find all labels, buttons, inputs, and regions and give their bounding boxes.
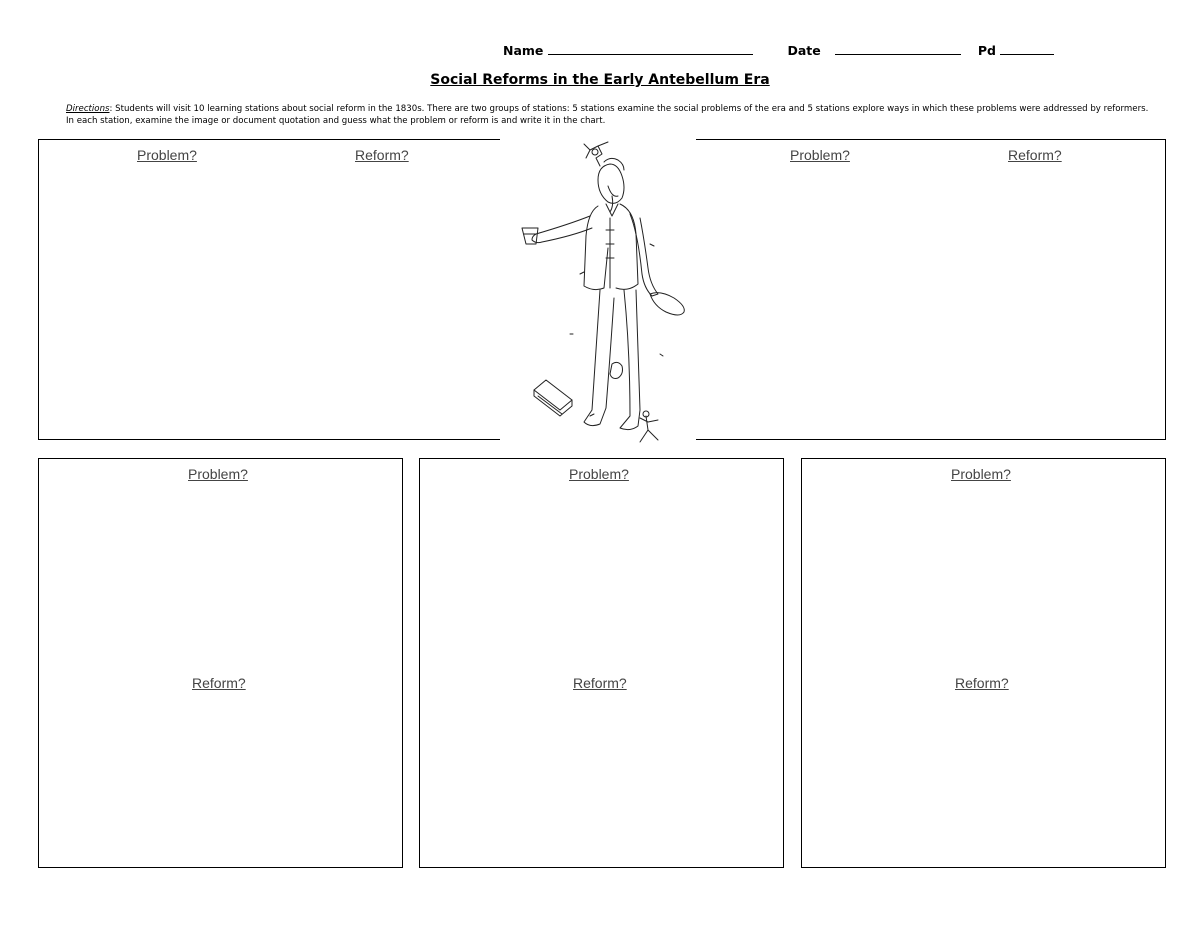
drunken-man-illustration xyxy=(500,134,696,454)
date-label: Date xyxy=(787,43,821,58)
directions-label: Directions xyxy=(66,104,110,114)
period-label: Pd xyxy=(977,43,996,58)
directions-text: : Students will visit 10 learning stations about social reform in the 1830s. There are two groups of stations: 5 stations examine the social problems of the era and 5 stations explore ways in which these problems were addressed by reformers. In each station, examine the image or document quotation and guess what the problem or reform is and write it in the chart. xyxy=(66,104,1149,126)
page-title: Social Reforms in the Early Antebellum Era xyxy=(430,72,770,88)
period-field[interactable] xyxy=(1000,42,1054,55)
reform-heading: Reform? xyxy=(573,675,627,691)
top-right-station-box[interactable] xyxy=(688,139,1166,440)
problem-heading: Problem? xyxy=(188,466,248,482)
reform-heading: Reform? xyxy=(1008,147,1062,163)
name-field[interactable] xyxy=(548,42,753,55)
bottom-right-station-box[interactable] xyxy=(801,458,1166,868)
top-left-station-box[interactable] xyxy=(38,139,508,440)
date-field[interactable] xyxy=(835,42,961,55)
problem-heading: Problem? xyxy=(569,466,629,482)
demon-figure-bottom xyxy=(640,411,658,442)
bottom-left-station-box[interactable] xyxy=(38,458,403,868)
bottom-middle-station-box[interactable] xyxy=(419,458,784,868)
problem-heading: Problem? xyxy=(790,147,850,163)
problem-heading: Problem? xyxy=(137,147,197,163)
problem-heading: Problem? xyxy=(951,466,1011,482)
directions-paragraph xyxy=(66,103,1156,127)
reform-heading: Reform? xyxy=(955,675,1009,691)
reform-heading: Reform? xyxy=(192,675,246,691)
student-info-header xyxy=(503,42,1054,58)
name-label: Name xyxy=(503,43,544,58)
demon-figure-top xyxy=(584,142,608,166)
reform-heading: Reform? xyxy=(355,147,409,163)
book-on-floor xyxy=(534,380,572,416)
